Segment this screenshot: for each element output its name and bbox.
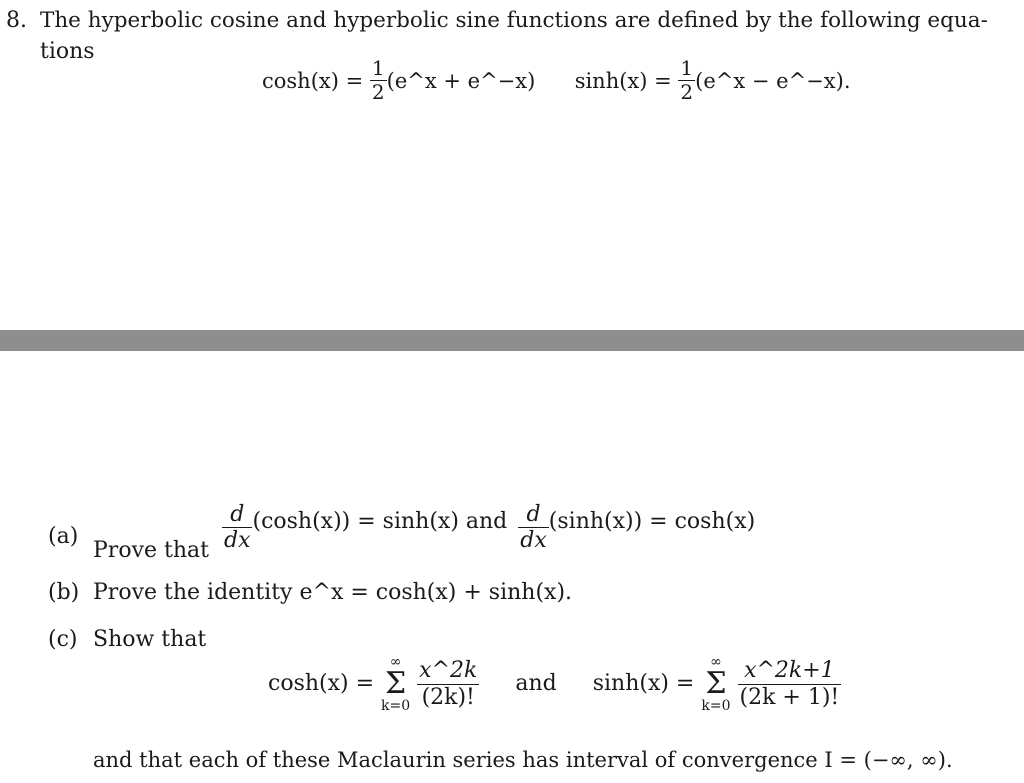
part-c-label: (c) — [48, 627, 78, 652]
series-term-2 — [738, 659, 842, 708]
part-a-expr2: (sinh(x)) = cosh(x) — [548, 508, 756, 534]
cosh-lhs: cosh(x) = — [262, 69, 364, 93]
derivative-numerator: d — [526, 502, 541, 527]
sinh-rhs: (e^x − e^−x). — [695, 69, 851, 93]
part-c-conclusion: and that each of these Maclaurin series has interval of convergence I = (−∞, ∞). — [93, 748, 953, 772]
part-b-expr: e^x = cosh(x) + sinh(x). — [299, 580, 573, 605]
part-a-label: (a) — [48, 524, 79, 549]
divider-bar — [0, 330, 1024, 351]
sum-lower-limit: k=0 — [381, 698, 411, 714]
term-denominator: (2k + 1)! — [739, 684, 840, 710]
derivative-operator-2 — [518, 503, 549, 552]
part-b-text: Prove the identity — [93, 580, 293, 605]
fraction-denominator: 2 — [680, 80, 694, 104]
series-equation — [268, 655, 841, 713]
half-fraction-2 — [678, 58, 695, 103]
series-sinh-lhs: sinh(x) = — [592, 671, 695, 696]
part-b-label: (b) — [48, 580, 80, 605]
series-term-1 — [417, 659, 479, 708]
sigma-icon: Σ — [384, 666, 407, 701]
derivative-denominator: dx — [223, 528, 251, 554]
sinh-lhs: sinh(x) = — [574, 69, 672, 93]
fraction-numerator: 1 — [371, 56, 385, 80]
term-denominator: (2k)! — [421, 684, 475, 710]
part-a-expr1: (cosh(x)) = sinh(x) and — [252, 508, 508, 534]
term-numerator: x^2k — [419, 658, 478, 684]
derivative-denominator: dx — [520, 528, 547, 554]
part-b-line — [93, 582, 572, 604]
sum-upper-limit: ∞ — [710, 654, 722, 670]
derivative-operator-1 — [222, 503, 253, 552]
part-a-text — [93, 502, 756, 563]
problem-intro-line2: tions — [40, 39, 95, 64]
sum-upper-limit: ∞ — [389, 654, 402, 670]
definitions-equation — [262, 56, 851, 105]
sum-symbol-2 — [701, 655, 730, 713]
problem-number: 8. — [6, 8, 27, 33]
cosh-rhs: (e^x + e^−x) — [386, 69, 536, 93]
problem-intro-line1: The hyperbolic cosine and hyperbolic sine functions are defined by the following equa- — [40, 8, 988, 33]
part-a-prove: Prove that — [93, 537, 209, 563]
part-c-text: Show that — [93, 627, 207, 652]
derivative-numerator: d — [230, 502, 245, 527]
sum-symbol-1 — [381, 655, 410, 713]
series-cosh-lhs: cosh(x) = — [268, 671, 375, 696]
sum-lower-limit: k=0 — [701, 698, 731, 714]
sigma-icon: Σ — [705, 666, 727, 701]
half-fraction — [370, 58, 387, 103]
fraction-denominator: 2 — [371, 80, 385, 104]
term-numerator: x^2k+1 — [744, 658, 835, 684]
series-and: and — [515, 671, 557, 696]
fraction-numerator: 1 — [680, 56, 694, 80]
